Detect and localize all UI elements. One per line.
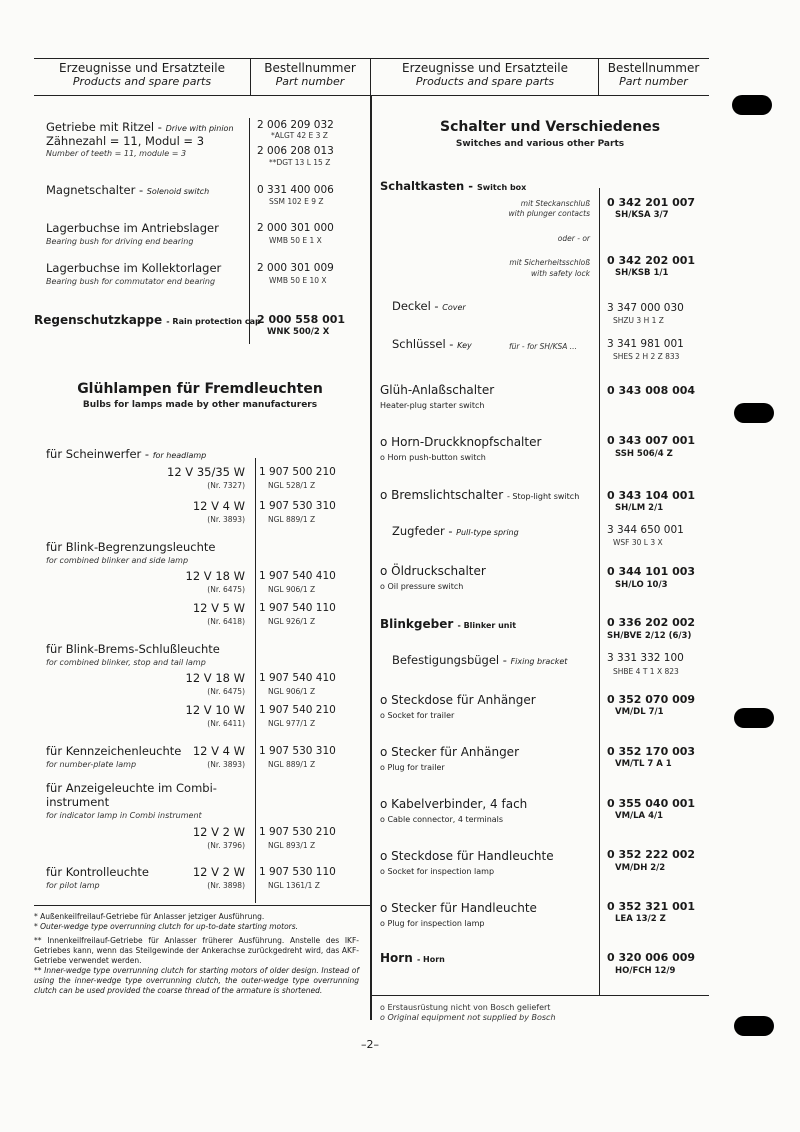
header-products-de: Erzeugnisse und Ersatzteile (402, 61, 568, 75)
switches-section-subtitle: Switches and various other Parts (455, 139, 625, 149)
schein-item-2-nr: (Nr. 3893) (207, 515, 245, 524)
binder-hole-2 (734, 403, 774, 423)
binder-hole-1 (732, 95, 772, 115)
anzeige-title-de-1: für Anzeigeleuchte im Combi- (46, 781, 217, 795)
left-part-divider-top (249, 118, 250, 344)
horndruck-code: SSH 506/4 Z (615, 449, 673, 459)
zugfeder-title: Zugfeder - Pull-type spring (392, 524, 519, 538)
steckdosehand-title-en: o Socket for inspection lamp (380, 867, 495, 876)
magnet-code: SSM 102 E 9 Z (269, 197, 324, 206)
lager1-num: 2 000 301 000 (257, 222, 334, 234)
steckerhand-num: 0 352 321 001 (607, 900, 696, 913)
footnote-2 (34, 936, 359, 996)
schaltkasten-code-2: SH/KSB 1/1 (615, 268, 669, 278)
horndruck-title-en: o Horn push-button switch (380, 453, 486, 462)
schluessel-num: 3 341 981 001 (607, 338, 684, 350)
schaltkasten-code-1: SH/KSA 3/7 (615, 210, 669, 220)
blinkgeber-num: 0 336 202 002 (607, 616, 696, 629)
kabel-num: 0 355 040 001 (607, 797, 696, 810)
oeldruck-title-en: o Oil pressure switch (380, 582, 464, 591)
note-not-bosch-en: o Original equipment not supplied by Bosch (380, 1013, 556, 1022)
header-top-rule (34, 58, 709, 59)
horn-code: HO/FCH 12/9 (615, 966, 676, 976)
horndruck-title-de: o Horn-Druckknopfschalter (380, 435, 542, 449)
lager1-code: WMB 50 E 1 X (269, 236, 322, 245)
kontroll-title-de: für Kontrolleuchte (46, 865, 149, 879)
oeldruck-num: 0 344 101 003 (607, 565, 696, 578)
stecker-code: VM/TL 7 A 1 (615, 759, 672, 769)
horndruck-num: 0 343 007 001 (607, 434, 696, 447)
lager1-title-en: Bearing bush for driving end bearing (46, 237, 194, 246)
zugfeder-num: 3 344 650 001 (607, 524, 684, 536)
header-partnum-en: Part number (275, 75, 345, 88)
schluessel-code: SHES 2 H 2 Z 833 (613, 352, 680, 361)
kennz-num: 1 907 530 310 (259, 745, 336, 757)
kontroll-nr: (Nr. 3898) (207, 881, 245, 890)
schaltkasten-oder: oder - or (557, 234, 590, 243)
getriebe-teeth-en: Number of teeth = 11, module = 3 (46, 149, 187, 158)
kennz-nr: (Nr. 3893) (207, 760, 245, 769)
blinkbeg-item-1-code: NGL 906/1 Z (268, 585, 316, 594)
footnote-1 (34, 912, 359, 932)
schaltkasten-title: Schaltkasten - Switch box (380, 179, 527, 193)
blinkbeg-item-2-num: 1 907 540 110 (259, 602, 336, 614)
steckdose-title-de: o Steckdose für Anhänger (380, 693, 536, 707)
header-products-col-right (372, 61, 598, 89)
header-partnum-col-right (598, 61, 709, 89)
getriebe-teeth-de: Zähnezahl = 11, Modul = 3 (46, 134, 205, 148)
blinkgeber-code: SH/BVE 2/12 (6/3) (607, 631, 692, 641)
deckel-code: SHZU 3 H 1 Z (613, 316, 664, 325)
schaltkasten-num-2: 0 342 202 001 (607, 254, 696, 267)
blinkbrems-item-1-num: 1 907 540 410 (259, 672, 336, 684)
schein-item-2-num: 1 907 530 310 (259, 500, 336, 512)
lager2-num: 2 000 301 009 (257, 262, 334, 274)
blinkbrems-title-en: for combined blinker, stop and tail lamp (46, 658, 206, 667)
magnet-title: Magnetschalter - Solenoid switch (46, 183, 210, 197)
getriebe-code-1: *ALGT 42 E 3 Z (271, 131, 328, 140)
horn-num: 0 320 006 009 (607, 951, 696, 964)
header-partnum-en: Part number (619, 75, 688, 88)
blinkbeg-item-1-nr: (Nr. 6475) (207, 585, 245, 594)
kabel-title-en: o Cable connector, 4 terminals (380, 815, 504, 824)
blinkbeg-item-1-voltage: 12 V 18 W (185, 569, 245, 583)
lager2-code: WMB 50 E 10 X (269, 276, 327, 285)
header-partnum-de: Bestellnummer (607, 61, 700, 75)
kabel-title-de: o Kabelverbinder, 4 fach (380, 797, 528, 811)
left-part-divider-bottom (255, 458, 256, 903)
steckdose-title-en: o Socket for trailer (380, 711, 455, 720)
blinkbeg-item-2-code: NGL 926/1 Z (268, 617, 316, 626)
schaltkasten-opt2-de: mit Sicherheitsschloß (509, 258, 590, 267)
blinkbrems-item-1-nr: (Nr. 6475) (207, 687, 245, 696)
deckel-title: Deckel - Cover (392, 299, 466, 313)
bremslicht-code: SH/LM 2/1 (615, 503, 664, 513)
kennz-code: NGL 889/1 Z (268, 760, 316, 769)
befestigung-num: 3 331 332 100 (607, 652, 684, 664)
schluessel-title: Schlüssel - Key (392, 337, 472, 351)
regen-num: 2 000 558 001 (257, 313, 346, 326)
page-number: –2– (361, 1038, 379, 1051)
gluehanlass-title-de: Glüh-Anlaßschalter (380, 383, 495, 397)
blinkbrems-item-2-num: 1 907 540 210 (259, 704, 336, 716)
binder-hole-3 (734, 708, 774, 728)
left-footnote-rule (34, 905, 370, 906)
getriebe-code-2: **DGT 13 L 15 Z (269, 158, 331, 167)
footnote-1-en: * Outer-wedge type overrunning clutch for up-to-date starting motors. (34, 922, 299, 931)
header-partnum-col-left (250, 61, 370, 89)
schein-item-1-voltage: 12 V 35/35 W (167, 465, 245, 479)
blinkbrems-item-2-code: NGL 977/1 Z (268, 719, 316, 728)
kontroll-voltage: 12 V 2 W (192, 865, 245, 879)
blinkbrems-item-2-voltage: 12 V 10 W (185, 703, 245, 717)
header-products-en: Products and spare parts (415, 75, 555, 88)
schaltkasten-opt2-en: with safety lock (531, 269, 590, 278)
anzeige-title-de-2: instrument (46, 795, 110, 809)
regen-title: Regenschutzkappe - Rain protection cap (34, 313, 261, 327)
steckdose-num: 0 352 070 009 (607, 693, 696, 706)
steckdosehand-title-de: o Steckdose für Handleuchte (380, 849, 554, 863)
bulbs-section-title: Glühlampen für Fremdleuchten (77, 381, 323, 397)
schein-item-1-num: 1 907 500 210 (259, 466, 336, 478)
kennz-title-de: für Kennzeichenleuchte (46, 744, 182, 758)
anzeige-num: 1 907 530 210 (259, 826, 336, 838)
oeldruck-code: SH/LO 10/3 (615, 580, 668, 590)
footnote-1-de: * Außenkeilfreilauf-Getriebe für Anlasser jetziger Ausführung. (34, 912, 265, 921)
center-divider (370, 95, 372, 1020)
switches-section-title: Schalter und Verschiedenes (440, 119, 661, 135)
blinkbrems-item-2-nr: (Nr. 6411) (207, 719, 245, 728)
schein-item-2-code: NGL 889/1 Z (268, 515, 316, 524)
blinkbeg-title-de: für Blink-Begrenzungsleuchte (46, 540, 216, 554)
steckdosehand-num: 0 352 222 002 (607, 848, 696, 861)
blinkbeg-item-2-voltage: 12 V 5 W (192, 601, 245, 615)
steckdose-code: VM/DL 7/1 (615, 707, 664, 717)
kennz-voltage: 12 V 4 W (192, 744, 245, 758)
stecker-title-en: o Plug for trailer (380, 763, 445, 772)
stecker-title-de: o Stecker für Anhänger (380, 745, 520, 759)
right-part-divider (599, 188, 600, 995)
schluessel-note: für - for SH/KSA ... (509, 342, 577, 351)
anzeige-nr: (Nr. 3796) (207, 841, 245, 850)
kontroll-title-en: for pilot lamp (46, 881, 100, 890)
deckel-num: 3 347 000 030 (607, 302, 684, 314)
anzeige-voltage: 12 V 2 W (192, 825, 245, 839)
blinkbrems-title-de: für Blink-Brems-Schlußleuchte (46, 642, 220, 656)
oeldruck-title-de: o Öldruckschalter (380, 564, 486, 578)
header-partnum-de: Bestellnummer (264, 61, 356, 75)
schein-title: für Scheinwerfer - for headlamp (46, 447, 207, 461)
anzeige-title-en: for indicator lamp in Combi instrument (46, 811, 202, 820)
getriebe-title: Getriebe mit Ritzel - Drive with pinion (46, 120, 234, 134)
steckerhand-title-en: o Plug for inspection lamp (380, 919, 485, 928)
getriebe-num-1: 2 006 209 032 (257, 119, 334, 131)
footnote-2-en: ** Inner-wedge type overrunning clutch for starting motors of older design. Instead of using the inner-wedge type overrunning clutch, the outer-wedge type overrunning clutch can be used provided the coarse thread of the armature is shortened. (34, 966, 359, 995)
binder-hole-4 (734, 1016, 774, 1036)
bulbs-section-subtitle: Bulbs for lamps made by other manufacturers (82, 400, 318, 410)
blinkbeg-title-en: for combined blinker and side lamp (46, 556, 189, 565)
schaltkasten-num-1: 0 342 201 007 (607, 196, 696, 209)
schein-item-1-nr: (Nr. 7327) (207, 481, 245, 490)
befestigung-title: Befestigungsbügel - Fixing bracket (392, 653, 568, 667)
stecker-num: 0 352 170 003 (607, 745, 696, 758)
befestigung-code: SHBE 4 T 1 X 823 (613, 667, 679, 676)
kennz-title-en: for number-plate lamp (46, 760, 137, 769)
header-products-col-left (34, 61, 250, 89)
anzeige-code: NGL 893/1 Z (268, 841, 316, 850)
blinkgeber-title: Blinkgeber - Blinker unit (380, 617, 517, 631)
zugfeder-code: WSF 30 L 3 X (613, 538, 663, 547)
schein-item-2-voltage: 12 V 4 W (192, 499, 245, 513)
lager1-title-de: Lagerbuchse im Antriebslager (46, 221, 219, 235)
steckerhand-title-de: o Stecker für Handleuchte (380, 901, 537, 915)
kontroll-num: 1 907 530 110 (259, 866, 336, 878)
lager2-title-de: Lagerbuchse im Kollektorlager (46, 261, 222, 275)
lager2-title-en: Bearing bush for commutator end bearing (46, 277, 216, 286)
col-divider-2 (370, 58, 371, 95)
regen-code: WNK 500/2 X (267, 327, 330, 337)
header-products-en: Products and spare parts (72, 75, 212, 88)
header-products-de: Erzeugnisse und Ersatzteile (59, 61, 225, 75)
blinkbrems-item-1-code: NGL 906/1 Z (268, 687, 316, 696)
blinkbrems-item-1-voltage: 12 V 18 W (185, 671, 245, 685)
getriebe-num-2: 2 006 208 013 (257, 145, 334, 157)
schaltkasten-opt1-en: with plunger contacts (508, 209, 590, 218)
footnote-2-de: ** Innenkeilfreilauf-Getriebe für Anlasser früherer Ausführung. Anstelle des IKF-Getriebes kann, wenn das Steilgewinde der Ankerachse zurückgedreht wird, das AKF-Getriebe verwendet werden. (34, 936, 359, 965)
gluehanlass-title-en: Heater-plug starter switch (380, 401, 485, 410)
kabel-code: VM/LA 4/1 (615, 811, 664, 821)
kontroll-code: NGL 1361/1 Z (268, 881, 320, 890)
blinkbeg-item-2-nr: (Nr. 6418) (207, 617, 245, 626)
schaltkasten-opt1-de: mit Steckanschluß (520, 199, 590, 208)
horn-title: Horn - Horn (380, 951, 445, 965)
note-not-bosch-de: o Erstausrüstung nicht von Bosch geliefert (380, 1003, 551, 1012)
magnet-num: 0 331 400 006 (257, 184, 334, 196)
steckdosehand-code: VM/DH 2/2 (615, 863, 666, 873)
schein-item-1-code: NGL 528/1 Z (268, 481, 316, 490)
bremslicht-title: o Bremslichtschalter - Stop-light switch (380, 488, 580, 502)
steckerhand-code: LEA 13/2 Z (615, 914, 666, 924)
bremslicht-num: 0 343 104 001 (607, 489, 696, 502)
right-notes-rule (372, 995, 709, 996)
gluehanlass-num: 0 343 008 004 (607, 384, 696, 397)
blinkbeg-item-1-num: 1 907 540 410 (259, 570, 336, 582)
